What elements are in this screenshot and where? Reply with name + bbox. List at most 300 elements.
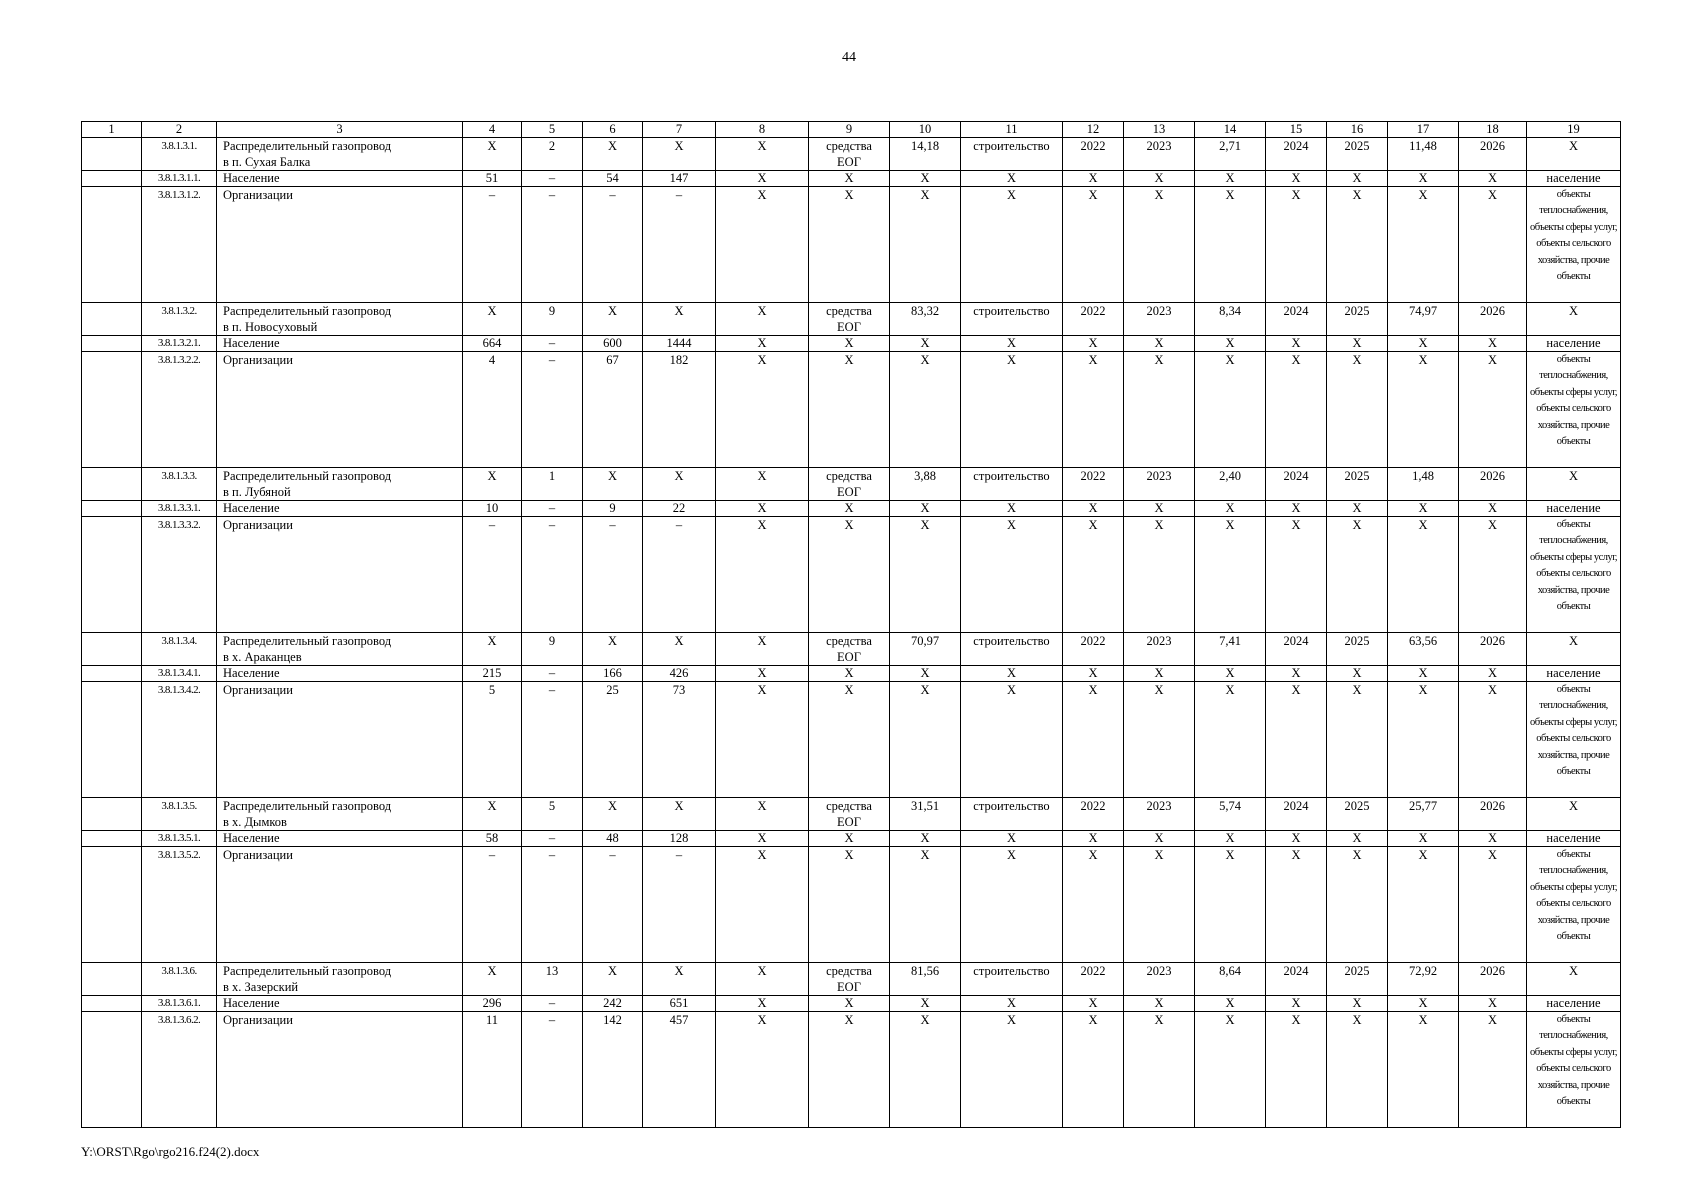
table-cell-col-2: 3.8.1.3.1.	[142, 138, 217, 171]
table-cell-col-1	[82, 517, 142, 633]
table-cell-col-17: Х	[1388, 682, 1459, 798]
table-cell-col-8: Х	[716, 963, 809, 996]
table-cell-col-3: Население	[217, 501, 463, 517]
table-cell-col-10: 14,18	[890, 138, 961, 171]
table-cell-col-1	[82, 996, 142, 1012]
table-cell-col-14: Х	[1195, 336, 1266, 352]
table-cell-col-2: 3.8.1.3.6.1.	[142, 996, 217, 1012]
table-cell-col-17: 72,92	[1388, 963, 1459, 996]
table-cell-col-19: Х	[1527, 138, 1621, 171]
table-cell-col-15: Х	[1266, 847, 1327, 963]
table-cell-col-16: Х	[1327, 517, 1388, 633]
table-row-pipe	[82, 798, 1621, 831]
table-cell-col-9: Х	[809, 171, 890, 187]
table-cell-col-11: Х	[961, 831, 1063, 847]
table-cell-col-9: средства ЕОГ	[809, 963, 890, 996]
table-cell-col-19: Х	[1527, 633, 1621, 666]
table-cell-col-19: объекты теплоснабжения, объекты сферы услуг, объекты сельского хозяйства, прочие объекты	[1527, 1012, 1621, 1128]
table-cell-col-7: Х	[643, 963, 716, 996]
column-number-header-row	[82, 122, 1621, 138]
table-cell-col-3: Распределительный газопровод в х. Араканцев	[217, 633, 463, 666]
table-cell-col-17: Х	[1388, 517, 1459, 633]
table-cell-col-18: 2026	[1459, 468, 1527, 501]
table-cell-col-6: –	[583, 847, 643, 963]
table-row-org	[82, 847, 1621, 963]
table-cell-col-1	[82, 798, 142, 831]
table-cell-col-5: –	[522, 831, 583, 847]
column-header-8: 8	[716, 122, 809, 138]
table-row-pop	[82, 831, 1621, 847]
table-cell-col-4: 11	[463, 1012, 522, 1128]
table-cell-col-15: Х	[1266, 501, 1327, 517]
table-cell-col-19: Х	[1527, 468, 1621, 501]
table-cell-col-16: Х	[1327, 1012, 1388, 1128]
table-cell-col-5: –	[522, 336, 583, 352]
table-cell-col-10: Х	[890, 517, 961, 633]
table-cell-col-7: 457	[643, 1012, 716, 1128]
table-cell-col-18: 2026	[1459, 303, 1527, 336]
table-cell-col-1	[82, 501, 142, 517]
table-cell-col-3: Организации	[217, 847, 463, 963]
table-cell-col-7: 1444	[643, 336, 716, 352]
table-cell-col-13: 2023	[1124, 468, 1195, 501]
table-cell-col-1	[82, 138, 142, 171]
table-cell-col-16: Х	[1327, 996, 1388, 1012]
table-cell-col-2: 3.8.1.3.6.	[142, 963, 217, 996]
table-cell-col-8: Х	[716, 1012, 809, 1128]
data-table-container	[81, 121, 1620, 1128]
table-cell-col-12: Х	[1063, 831, 1124, 847]
table-cell-col-18: 2026	[1459, 963, 1527, 996]
table-cell-col-16: Х	[1327, 831, 1388, 847]
table-cell-col-16: 2025	[1327, 138, 1388, 171]
table-cell-col-4: 51	[463, 171, 522, 187]
table-cell-col-15: Х	[1266, 666, 1327, 682]
table-cell-col-17: Х	[1388, 666, 1459, 682]
table-cell-col-10: 31,51	[890, 798, 961, 831]
table-cell-col-11: Х	[961, 187, 1063, 303]
column-header-4: 4	[463, 122, 522, 138]
table-cell-col-15: Х	[1266, 831, 1327, 847]
table-cell-col-2: 3.8.1.3.4.1.	[142, 666, 217, 682]
table-row-pipe	[82, 963, 1621, 996]
table-cell-col-14: Х	[1195, 501, 1266, 517]
table-cell-col-6: 25	[583, 682, 643, 798]
table-cell-col-5: 9	[522, 303, 583, 336]
table-cell-col-18: Х	[1459, 847, 1527, 963]
table-row-pipe	[82, 468, 1621, 501]
table-cell-col-9: Х	[809, 682, 890, 798]
table-cell-col-15: Х	[1266, 187, 1327, 303]
table-cell-col-3: Организации	[217, 1012, 463, 1128]
table-cell-col-18: Х	[1459, 517, 1527, 633]
table-cell-col-7: 182	[643, 352, 716, 468]
table-cell-col-6: 142	[583, 1012, 643, 1128]
table-cell-col-2: 3.8.1.3.5.	[142, 798, 217, 831]
table-cell-col-18: 2026	[1459, 633, 1527, 666]
table-cell-col-10: Х	[890, 847, 961, 963]
table-cell-col-19: население	[1527, 501, 1621, 517]
table-cell-col-19: население	[1527, 336, 1621, 352]
table-cell-col-16: Х	[1327, 171, 1388, 187]
table-cell-col-2: 3.8.1.3.1.2.	[142, 187, 217, 303]
table-cell-col-12: Х	[1063, 682, 1124, 798]
table-cell-col-14: Х	[1195, 666, 1266, 682]
table-cell-col-5: –	[522, 171, 583, 187]
table-cell-col-11: Х	[961, 501, 1063, 517]
table-cell-col-12: Х	[1063, 517, 1124, 633]
table-cell-col-1	[82, 336, 142, 352]
table-cell-col-19: объекты теплоснабжения, объекты сферы услуг, объекты сельского хозяйства, прочие объекты	[1527, 517, 1621, 633]
table-cell-col-5: 5	[522, 798, 583, 831]
table-cell-col-8: Х	[716, 171, 809, 187]
table-cell-col-16: Х	[1327, 847, 1388, 963]
table-cell-col-18: 2026	[1459, 798, 1527, 831]
table-cell-col-16: 2025	[1327, 798, 1388, 831]
table-cell-col-9: Х	[809, 1012, 890, 1128]
table-cell-col-19: объекты теплоснабжения, объекты сферы услуг, объекты сельского хозяйства, прочие объекты	[1527, 682, 1621, 798]
table-cell-col-11: Х	[961, 352, 1063, 468]
table-cell-col-5: –	[522, 352, 583, 468]
table-cell-col-5: 2	[522, 138, 583, 171]
table-cell-col-2: 3.8.1.3.5.1.	[142, 831, 217, 847]
table-cell-col-3: Организации	[217, 187, 463, 303]
table-cell-col-3: Распределительный газопровод в п. Сухая Балка	[217, 138, 463, 171]
table-cell-col-7: 22	[643, 501, 716, 517]
table-cell-col-11: Х	[961, 1012, 1063, 1128]
table-cell-col-15: 2024	[1266, 138, 1327, 171]
table-cell-col-3: Организации	[217, 352, 463, 468]
table-cell-col-15: Х	[1266, 517, 1327, 633]
table-cell-col-18: Х	[1459, 352, 1527, 468]
table-cell-col-3: Организации	[217, 517, 463, 633]
table-cell-col-5: –	[522, 847, 583, 963]
table-cell-col-2: 3.8.1.3.3.	[142, 468, 217, 501]
table-cell-col-19: объекты теплоснабжения, объекты сферы услуг, объекты сельского хозяйства, прочие объекты	[1527, 352, 1621, 468]
table-cell-col-9: средства ЕОГ	[809, 303, 890, 336]
table-cell-col-17: Х	[1388, 996, 1459, 1012]
table-cell-col-12: Х	[1063, 501, 1124, 517]
table-cell-col-11: Х	[961, 336, 1063, 352]
table-cell-col-1	[82, 171, 142, 187]
table-cell-col-2: 3.8.1.3.3.2.	[142, 517, 217, 633]
table-cell-col-8: Х	[716, 682, 809, 798]
table-cell-col-5: –	[522, 517, 583, 633]
table-cell-col-19: население	[1527, 831, 1621, 847]
table-cell-col-3: Население	[217, 171, 463, 187]
table-cell-col-7: 426	[643, 666, 716, 682]
table-cell-col-4: Х	[463, 303, 522, 336]
table-cell-col-11: Х	[961, 171, 1063, 187]
table-cell-col-6: –	[583, 187, 643, 303]
table-cell-col-5: –	[522, 1012, 583, 1128]
table-cell-col-15: 2024	[1266, 468, 1327, 501]
table-cell-col-6: 242	[583, 996, 643, 1012]
table-cell-col-6: 166	[583, 666, 643, 682]
table-cell-col-13: Х	[1124, 187, 1195, 303]
table-cell-col-15: Х	[1266, 1012, 1327, 1128]
table-cell-col-3: Население	[217, 666, 463, 682]
table-cell-col-6: Х	[583, 963, 643, 996]
table-cell-col-12: Х	[1063, 847, 1124, 963]
table-cell-col-3: Организации	[217, 682, 463, 798]
table-cell-col-14: 2,40	[1195, 468, 1266, 501]
table-cell-col-16: 2025	[1327, 468, 1388, 501]
table-cell-col-17: Х	[1388, 171, 1459, 187]
table-row-org	[82, 352, 1621, 468]
table-row-org	[82, 682, 1621, 798]
table-cell-col-9: Х	[809, 336, 890, 352]
column-header-17: 17	[1388, 122, 1459, 138]
table-cell-col-6: Х	[583, 633, 643, 666]
table-cell-col-6: 600	[583, 336, 643, 352]
table-cell-col-4: 10	[463, 501, 522, 517]
table-cell-col-9: Х	[809, 666, 890, 682]
table-cell-col-13: 2023	[1124, 138, 1195, 171]
table-cell-col-6: 67	[583, 352, 643, 468]
table-cell-col-6: Х	[583, 138, 643, 171]
table-cell-col-14: Х	[1195, 517, 1266, 633]
table-cell-col-7: –	[643, 847, 716, 963]
table-cell-col-12: 2022	[1063, 633, 1124, 666]
table-cell-col-9: средства ЕОГ	[809, 633, 890, 666]
table-cell-col-13: 2023	[1124, 798, 1195, 831]
table-cell-col-2: 3.8.1.3.4.2.	[142, 682, 217, 798]
table-cell-col-11: Х	[961, 682, 1063, 798]
table-cell-col-13: Х	[1124, 501, 1195, 517]
table-cell-col-8: Х	[716, 187, 809, 303]
column-header-15: 15	[1266, 122, 1327, 138]
table-cell-col-7: 147	[643, 171, 716, 187]
table-cell-col-4: 5	[463, 682, 522, 798]
table-cell-col-17: Х	[1388, 336, 1459, 352]
table-cell-col-8: Х	[716, 996, 809, 1012]
table-cell-col-18: Х	[1459, 187, 1527, 303]
table-cell-col-17: Х	[1388, 847, 1459, 963]
table-cell-col-17: Х	[1388, 1012, 1459, 1128]
table-cell-col-19: объекты теплоснабжения, объекты сферы услуг, объекты сельского хозяйства, прочие объекты	[1527, 187, 1621, 303]
table-cell-col-11: Х	[961, 666, 1063, 682]
table-cell-col-9: средства ЕОГ	[809, 468, 890, 501]
table-cell-col-14: Х	[1195, 831, 1266, 847]
data-table	[81, 121, 1621, 1128]
table-cell-col-7: –	[643, 517, 716, 633]
table-cell-col-19: объекты теплоснабжения, объекты сферы услуг, объекты сельского хозяйства, прочие объекты	[1527, 847, 1621, 963]
table-cell-col-1	[82, 682, 142, 798]
table-cell-col-8: Х	[716, 517, 809, 633]
table-cell-col-17: Х	[1388, 501, 1459, 517]
table-cell-col-10: Х	[890, 171, 961, 187]
table-cell-col-15: 2024	[1266, 303, 1327, 336]
table-cell-col-8: Х	[716, 666, 809, 682]
table-cell-col-11: строительство	[961, 798, 1063, 831]
table-cell-col-10: Х	[890, 187, 961, 303]
table-cell-col-16: Х	[1327, 187, 1388, 303]
table-cell-col-16: Х	[1327, 501, 1388, 517]
table-cell-col-9: Х	[809, 501, 890, 517]
table-cell-col-2: 3.8.1.3.3.1.	[142, 501, 217, 517]
table-cell-col-13: Х	[1124, 996, 1195, 1012]
table-cell-col-11: строительство	[961, 468, 1063, 501]
table-cell-col-16: Х	[1327, 666, 1388, 682]
table-cell-col-10: 83,32	[890, 303, 961, 336]
table-cell-col-12: Х	[1063, 352, 1124, 468]
table-cell-col-14: Х	[1195, 171, 1266, 187]
table-row-pop	[82, 996, 1621, 1012]
table-cell-col-6: 54	[583, 171, 643, 187]
table-cell-col-18: Х	[1459, 1012, 1527, 1128]
table-cell-col-4: –	[463, 517, 522, 633]
table-cell-col-11: Х	[961, 996, 1063, 1012]
table-cell-col-5: –	[522, 996, 583, 1012]
table-cell-col-11: строительство	[961, 633, 1063, 666]
table-cell-col-17: 63,56	[1388, 633, 1459, 666]
table-cell-col-3: Распределительный газопровод в п. Лубяной	[217, 468, 463, 501]
table-cell-col-15: Х	[1266, 682, 1327, 798]
table-cell-col-13: Х	[1124, 517, 1195, 633]
table-cell-col-7: 128	[643, 831, 716, 847]
table-cell-col-15: 2024	[1266, 633, 1327, 666]
column-header-13: 13	[1124, 122, 1195, 138]
table-cell-col-14: Х	[1195, 847, 1266, 963]
column-header-11: 11	[961, 122, 1063, 138]
table-cell-col-14: Х	[1195, 1012, 1266, 1128]
table-cell-col-8: Х	[716, 501, 809, 517]
table-cell-col-19: Х	[1527, 303, 1621, 336]
table-cell-col-2: 3.8.1.3.2.2.	[142, 352, 217, 468]
table-cell-col-10: 70,97	[890, 633, 961, 666]
table-cell-col-16: Х	[1327, 682, 1388, 798]
table-cell-col-4: –	[463, 187, 522, 303]
table-cell-col-14: 7,41	[1195, 633, 1266, 666]
table-cell-col-12: 2022	[1063, 138, 1124, 171]
table-cell-col-16: 2025	[1327, 963, 1388, 996]
table-cell-col-8: Х	[716, 798, 809, 831]
table-cell-col-9: Х	[809, 847, 890, 963]
table-cell-col-19: население	[1527, 996, 1621, 1012]
table-cell-col-18: Х	[1459, 171, 1527, 187]
table-cell-col-14: 5,74	[1195, 798, 1266, 831]
table-cell-col-13: Х	[1124, 682, 1195, 798]
table-cell-col-18: Х	[1459, 501, 1527, 517]
table-cell-col-12: 2022	[1063, 303, 1124, 336]
column-header-12: 12	[1063, 122, 1124, 138]
table-cell-col-10: 81,56	[890, 963, 961, 996]
column-header-16: 16	[1327, 122, 1388, 138]
table-cell-col-10: Х	[890, 352, 961, 468]
table-cell-col-8: Х	[716, 336, 809, 352]
table-row-pop	[82, 336, 1621, 352]
table-cell-col-8: Х	[716, 138, 809, 171]
table-row-pipe	[82, 633, 1621, 666]
table-cell-col-17: 1,48	[1388, 468, 1459, 501]
table-cell-col-1	[82, 847, 142, 963]
table-cell-col-8: Х	[716, 303, 809, 336]
table-cell-col-2: 3.8.1.3.2.1.	[142, 336, 217, 352]
table-cell-col-13: Х	[1124, 1012, 1195, 1128]
table-cell-col-12: 2022	[1063, 798, 1124, 831]
table-cell-col-7: Х	[643, 303, 716, 336]
table-cell-col-3: Население	[217, 996, 463, 1012]
table-cell-col-6: 48	[583, 831, 643, 847]
table-cell-col-17: 25,77	[1388, 798, 1459, 831]
table-cell-col-19: Х	[1527, 963, 1621, 996]
table-row-pop	[82, 171, 1621, 187]
table-cell-col-4: Х	[463, 633, 522, 666]
table-cell-col-12: Х	[1063, 171, 1124, 187]
table-cell-col-12: Х	[1063, 187, 1124, 303]
table-cell-col-17: Х	[1388, 187, 1459, 303]
table-cell-col-14: Х	[1195, 187, 1266, 303]
table-cell-col-8: Х	[716, 468, 809, 501]
table-cell-col-7: Х	[643, 798, 716, 831]
table-cell-col-2: 3.8.1.3.5.2.	[142, 847, 217, 963]
table-cell-col-5: –	[522, 666, 583, 682]
table-cell-col-4: 664	[463, 336, 522, 352]
table-cell-col-6: Х	[583, 303, 643, 336]
table-row-org	[82, 187, 1621, 303]
table-cell-col-4: Х	[463, 468, 522, 501]
table-cell-col-17: 11,48	[1388, 138, 1459, 171]
table-cell-col-11: Х	[961, 847, 1063, 963]
table-cell-col-1	[82, 633, 142, 666]
table-cell-col-3: Распределительный газопровод в х. Дымков	[217, 798, 463, 831]
table-cell-col-7: 651	[643, 996, 716, 1012]
table-cell-col-7: –	[643, 187, 716, 303]
table-cell-col-16: 2025	[1327, 303, 1388, 336]
table-cell-col-11: строительство	[961, 138, 1063, 171]
table-cell-col-3: Население	[217, 831, 463, 847]
table-cell-col-10: Х	[890, 501, 961, 517]
table-cell-col-6: –	[583, 517, 643, 633]
table-cell-col-13: 2023	[1124, 963, 1195, 996]
table-cell-col-15: Х	[1266, 352, 1327, 468]
table-cell-col-18: 2026	[1459, 138, 1527, 171]
table-cell-col-1	[82, 831, 142, 847]
table-cell-col-1	[82, 187, 142, 303]
table-cell-col-4: –	[463, 847, 522, 963]
table-cell-col-10: Х	[890, 996, 961, 1012]
table-cell-col-5: –	[522, 682, 583, 798]
table-cell-col-9: средства ЕОГ	[809, 798, 890, 831]
table-cell-col-10: Х	[890, 666, 961, 682]
table-cell-col-3: Распределительный газопровод в х. Зазерский	[217, 963, 463, 996]
column-header-7: 7	[643, 122, 716, 138]
table-cell-col-15: Х	[1266, 996, 1327, 1012]
table-cell-col-2: 3.8.1.3.2.	[142, 303, 217, 336]
table-cell-col-9: средства ЕОГ	[809, 138, 890, 171]
table-cell-col-13: Х	[1124, 352, 1195, 468]
table-cell-col-3: Распределительный газопровод в п. Новосуховый	[217, 303, 463, 336]
table-cell-col-7: 73	[643, 682, 716, 798]
table-row-pipe	[82, 303, 1621, 336]
column-header-5: 5	[522, 122, 583, 138]
table-cell-col-10: Х	[890, 682, 961, 798]
table-cell-col-18: Х	[1459, 831, 1527, 847]
table-cell-col-10: 3,88	[890, 468, 961, 501]
table-cell-col-9: Х	[809, 517, 890, 633]
table-cell-col-4: Х	[463, 138, 522, 171]
column-header-2: 2	[142, 122, 217, 138]
table-cell-col-6: 9	[583, 501, 643, 517]
table-cell-col-4: Х	[463, 798, 522, 831]
table-cell-col-5: 1	[522, 468, 583, 501]
table-cell-col-1	[82, 1012, 142, 1128]
table-cell-col-7: Х	[643, 138, 716, 171]
table-cell-col-16: Х	[1327, 336, 1388, 352]
table-cell-col-4: 296	[463, 996, 522, 1012]
table-cell-col-13: 2023	[1124, 303, 1195, 336]
